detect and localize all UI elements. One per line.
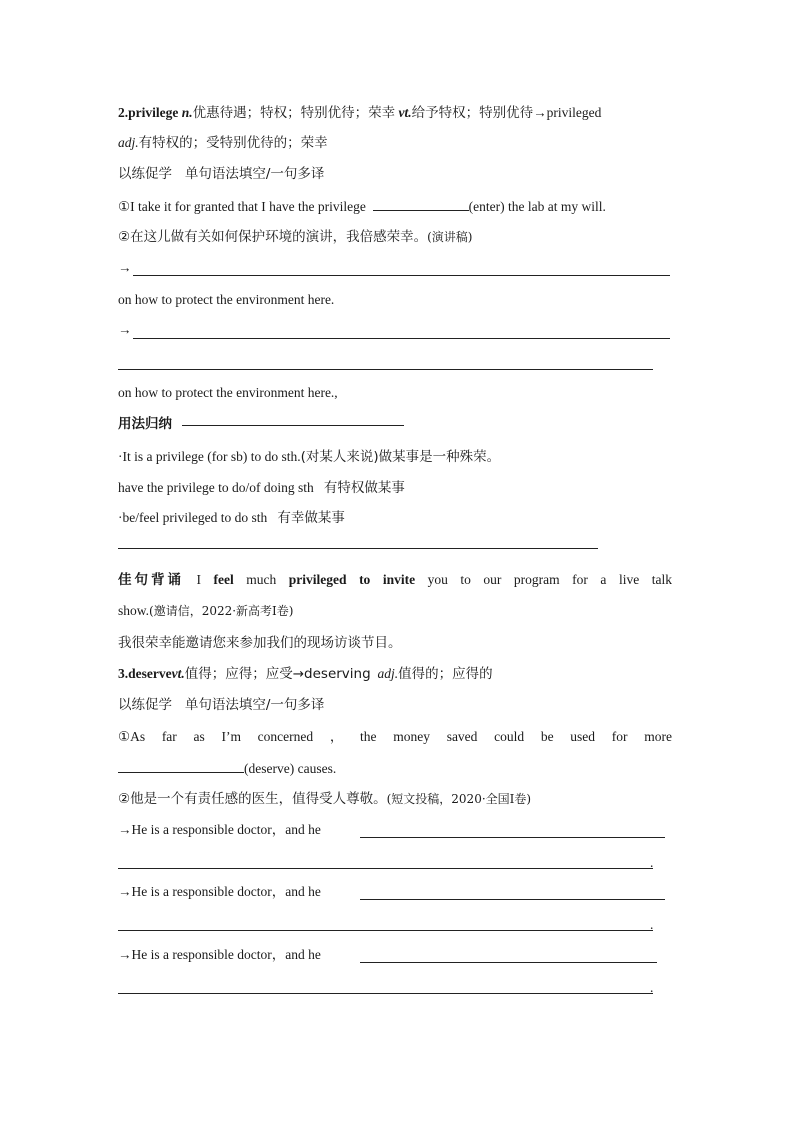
usage-item: ·It is a privilege (for sb) to do sth.(对某人来说)做某事是一种殊荣。 (118, 449, 501, 465)
translation-stem: →He is a responsible doctor，and he (118, 884, 321, 899)
practice-heading: 以练促学 单句语法填空/一句多译 (118, 697, 325, 713)
answer-line[interactable] (360, 899, 665, 900)
entry-heading-privilege-cont: adj.有特权的；受特别优待的；荣幸 (118, 135, 328, 151)
question-2: ②他是一个有责任感的医生，值得受人尊敬。(短文投稿，2020·全国Ⅰ卷) (118, 791, 532, 807)
answer-line[interactable] (133, 338, 670, 339)
period: . (650, 917, 654, 932)
word: as (193, 729, 205, 744)
answer-line[interactable] (118, 369, 653, 370)
answer-tail: on how to protect the environment here., (118, 385, 338, 400)
translation-stem: →He is a responsible doctor，and he (118, 947, 321, 962)
word: be (540, 729, 554, 744)
headword-deserve: deserve (128, 666, 172, 681)
question-1 (118, 727, 672, 747)
question-1: ①I take it for granted that I have the privilege (enter) the lab at my will. (118, 196, 672, 217)
answer-line[interactable] (133, 275, 670, 276)
word: I’m (221, 729, 241, 744)
translation-stem: →He is a responsible doctor，and he (118, 822, 321, 837)
arrow-marker: → (118, 260, 132, 275)
arrow-marker: → (118, 322, 132, 337)
word: saved (446, 729, 478, 744)
usage-end-line (118, 548, 598, 549)
word: used (570, 729, 596, 744)
question-1-cont: (deserve) causes. (118, 758, 672, 779)
period: . (650, 855, 654, 870)
word: ， (329, 729, 344, 744)
answer-line[interactable] (360, 962, 657, 963)
entry-heading-deserve: 3.deservevt.值得；应得；应受→deserving adj.值得的；应得的 (118, 666, 493, 682)
answer-line[interactable] (118, 993, 653, 994)
usage-item: ·be/feel privileged to do sth 有幸做某事 (118, 510, 345, 526)
headword-privilege: privilege (128, 105, 179, 120)
answer-tail: on how to protect the environment here. (118, 292, 335, 307)
answer-blank[interactable] (118, 758, 244, 773)
usage-heading-line (182, 425, 404, 426)
question-2: ②在这儿做有关如何保护环境的演讲，我倍感荣幸。(演讲稿) (118, 229, 473, 245)
word: for (611, 729, 628, 744)
usage-item: have the privilege to do/of doing sth 有特权做某事 (118, 480, 405, 496)
good-sentence-cont: show.(邀请信，2022·新高考Ⅰ卷) (118, 603, 294, 618)
word: far (161, 729, 177, 744)
answer-line[interactable] (118, 930, 653, 931)
word: more (644, 729, 672, 744)
answer-line[interactable] (360, 837, 665, 838)
word: ①As (118, 729, 146, 744)
good-sentence-translation: 我很荣幸能邀请您来参加我们的现场访谈节目。 (118, 635, 402, 651)
word: money (393, 729, 430, 744)
word: could (494, 729, 525, 744)
answer-line[interactable] (118, 868, 653, 869)
answer-blank[interactable] (373, 196, 469, 211)
word: the (360, 729, 377, 744)
practice-heading: 以练促学 单句语法填空/一句多译 (118, 166, 325, 182)
usage-heading: 用法归纳 (118, 416, 172, 432)
word: concerned (257, 729, 314, 744)
entry-heading-privilege: 2.privilege n.优惠待遇；特权；特别优待；荣幸 vt.给予特权；特别优待→privileged (118, 105, 602, 121)
period: . (650, 980, 654, 995)
good-sentence: 佳句背诵 I feel much privileged to invite you to our program for a live talk (118, 572, 672, 588)
